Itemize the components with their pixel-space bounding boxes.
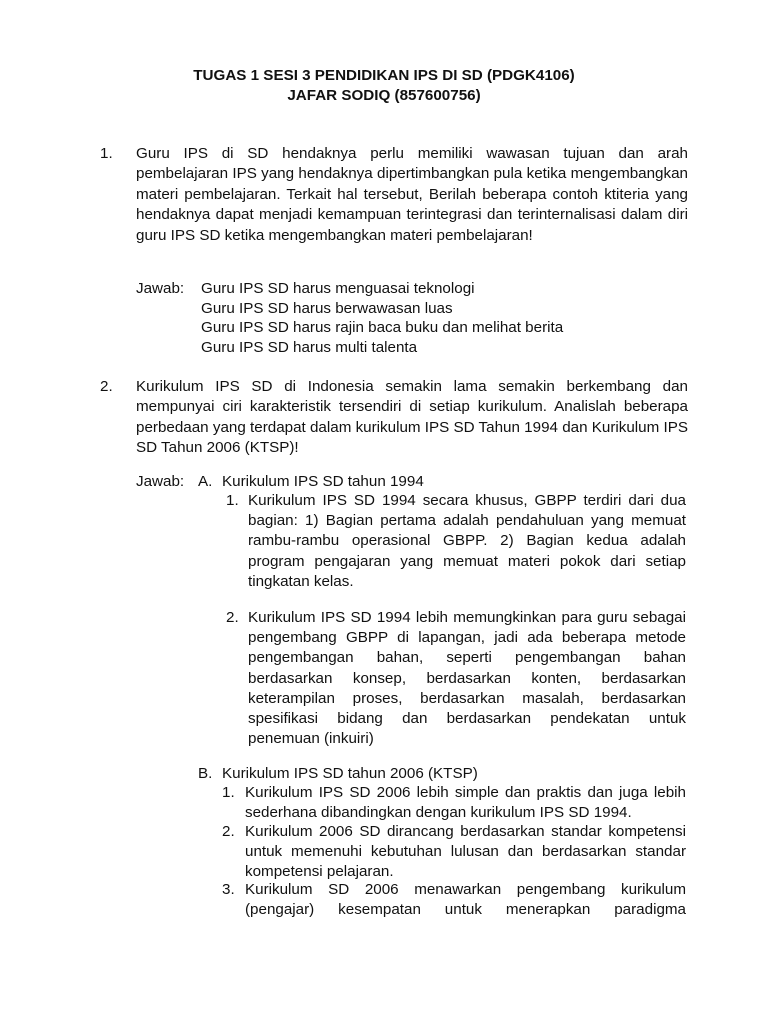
section-b-item-1-text: Kurikulum IPS SD 2006 lebih simple dan praktis dan juga lebih sederhana dibandingkan dengan kurikulum IPS SD 1994. [245, 784, 686, 822]
document-title: TUGAS 1 SESI 3 PENDIDIKAN IPS DI SD (PDGK4106) [193, 67, 575, 84]
answer-1-item-3: Guru IPS SD harus rajin baca buku dan melihat berita [201, 319, 564, 336]
section-a-item-2-number: 2. [226, 609, 239, 626]
question-2-number: 2. [100, 378, 113, 395]
section-a-item-2-text: Kurikulum IPS SD 1994 lebih memungkinkan para guru sebagai pengembang GBPP di lapangan, jadi ada beberapa metode pengembangan bahan, seperti pengembangan bahan berdasarkan konsep, berdasarkan konten, berdasarkan keterampilan proses, berdasarkan masalah, berdasarkan spesifikasi bidang dan berdasarkan pendekatan untuk penemuan (inkuiri) [248, 609, 686, 748]
section-a-title: Kurikulum IPS SD tahun 1994 [222, 473, 424, 490]
answer-2-label: Jawab: [136, 473, 185, 490]
section-a-item-1-text: Kurikulum IPS SD 1994 secara khusus, GBPP terdiri dari dua bagian: 1) Bagian pertama adalah pendahuluan yang memuat rambu-rambu operasional GBPP. 2) Bagian kedua adalah program pengajaran yang memuat materi pokok dari setiap tingkatan kelas. [248, 492, 686, 590]
author-line: JAFAR SODIQ (857600756) [287, 87, 481, 104]
section-b-title: Kurikulum IPS SD tahun 2006 (KTSP) [222, 765, 478, 782]
question-1-text: Guru IPS di SD hendaknya perlu memiliki wawasan tujuan dan arah pembelajaran IPS yang hendaknya dipertimbangkan pula ketika mengembangkan materi pembelajaran. Terkait hal tersebut, Berilah beberapa contoh ktiteria yang hendaknya dapat menjadi kemampuan terintegrasi dan terinternalisasi dalam diri guru IPS SD ketika mengembangkan materi pembelajaran! [136, 145, 688, 244]
section-b-letter: B. [198, 765, 213, 782]
answer-1-label: Jawab: [136, 280, 185, 297]
section-b-item-2-number: 2. [222, 823, 235, 840]
section-b-item-1-number: 1. [222, 784, 235, 801]
section-b-item-3-text: Kurikulum SD 2006 menawarkan pengembang kurikulum (pengajar) kesempatan untuk menerapkan paradigma [245, 881, 686, 919]
answer-1-item-2: Guru IPS SD harus berwawasan luas [201, 300, 453, 317]
section-b-item-2-text: Kurikulum 2006 SD dirancang berdasarkan standar kompetensi untuk memenuhi kebutuhan lulusan dan berdasarkan standar kompetensi pelajaran. [245, 823, 686, 881]
answer-1-item-1: Guru IPS SD harus menguasai teknologi [201, 280, 475, 297]
section-a-letter: A. [198, 473, 213, 490]
section-a-item-1-number: 1. [226, 492, 239, 509]
answer-1-item-4: Guru IPS SD harus multi talenta [201, 339, 418, 356]
section-b-item-3-number: 3. [222, 881, 235, 898]
question-2-text: Kurikulum IPS SD di Indonesia semakin lama semakin berkembang dan mempunyai ciri karakteristik tersendiri di setiap kurikulum. Analislah beberapa perbedaan yang terdapat dalam kurikulum IPS SD Tahun 1994 dan Kurikulum IPS SD Tahun 2006 (KTSP)! [136, 378, 688, 457]
question-1-number: 1. [100, 145, 113, 162]
